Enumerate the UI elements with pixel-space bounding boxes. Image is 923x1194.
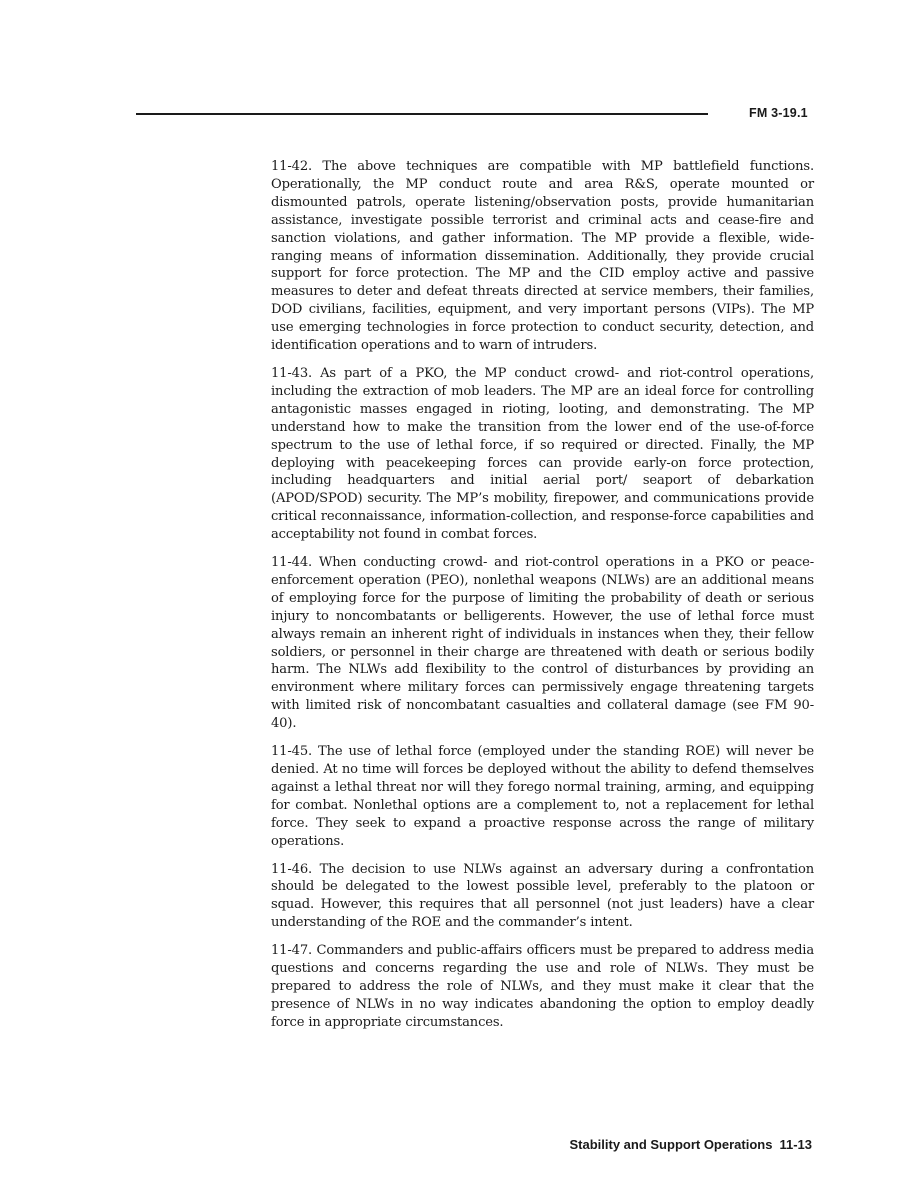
document-id: FM 3-19.1	[749, 106, 808, 120]
paragraph-11-43: 11-43. As part of a PKO, the MP conduct crowd- and riot-control operations, including the extraction of mob leaders. The MP are an ideal force for controlling antagonistic masses engaged in rioting, looting, and demonstrating. The MP understand how to make the transition from the lower end of the use-of-force spectrum to the use of lethal force, if so required or directed. Finally, the MP deploying with peacekeeping forces can provide early-on force protection, including headquarters and initial aerial port/ seaport of debarkation (APOD/SPOD) security. The MP’s mobility, firepower, and communications provide critical reconnaissance, information-collection, and response-force capabilities and acceptability not found in combat forces.	[271, 365, 814, 543]
paragraph-11-44: 11-44. When conducting crowd- and riot-control operations in a PKO or peace-enforcement operation (PEO), nonlethal weapons (NLWs) are an additional means of employing force for the purpose of limiting the probability of death or serious injury to noncombatants or belligerents. However, the use of lethal force must always remain an inherent right of individuals in instances when they, their fellow soldiers, or personnel in their charge are threatened with death or serious bodily harm. The NLWs add flexibility to the control of disturbances by providing an environment where military forces can permissively engage threatening targets with limited risk of noncombatant casualties and collateral damage (see FM 90-40).	[271, 555, 814, 732]
footer-section-title: Stability and Support Operations	[569, 1137, 773, 1152]
paragraph-11-46: 11-46. The decision to use NLWs against an adversary during a confrontation should be delegated to the lowest possible level, preferably to the platoon or squad. However, this requires that all personnel (not just leaders) have a clear understanding of the ROE and the commander’s intent.	[271, 861, 814, 931]
paragraph-11-47: 11-47. Commanders and public-affairs officers must be prepared to address media questions and concerns regarding the use and role of NLWs. They must be prepared to address the role of NLWs, and they must make it clear that the presence of NLWs in no way indicates abandoning the option to employ deadly force in appropriate circumstances.	[271, 943, 814, 1030]
body-text	[271, 158, 814, 1042]
paragraph-11-45: 11-45. The use of lethal force (employed under the standing ROE) will never be denied. At no time will forces be deployed without the ability to defend themselves against a lethal threat nor will they forego normal training, arming, and equipping for combat. Nonlethal options are a complement to, not a replacement for lethal force. They seek to expand a proactive response across the range of military operations.	[271, 744, 814, 849]
header-rule	[136, 113, 708, 115]
footer-page-number: 11-13	[779, 1137, 812, 1152]
paragraph-11-42: 11-42. The above techniques are compatible with MP battlefield functions. Operationally, the MP conduct route and area R&S, operate mounted or dismounted patrols, operate listening/observation posts, provide humanitarian assistance, investigate possible terrorist and criminal acts and cease-fire and sanction violations, and gather information. The MP provide a flexible, wide-ranging means of information dissemination. Additionally, they provide crucial support for force protection. The MP and the CID employ active and passive measures to deter and defeat threats directed at service members, their families, DOD civilians, facilities, equipment, and very important persons (VIPs). The MP use emerging technologies in force protection to conduct security, detection, and identification operations and to warn of intruders.	[271, 159, 814, 354]
page-footer	[569, 1137, 812, 1152]
